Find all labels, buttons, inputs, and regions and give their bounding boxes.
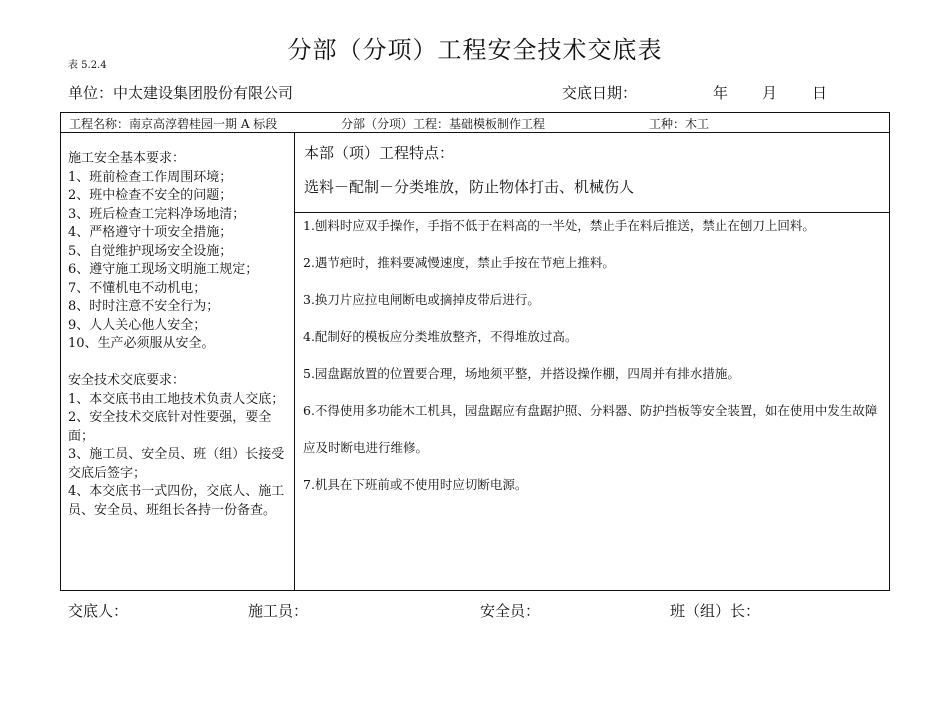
features-heading: 本部（项）工程特点： <box>304 144 455 162</box>
requirement-item: 6、遵守施工现场文明施工规定； <box>68 262 259 277</box>
date-day: 日 <box>812 84 828 102</box>
features-text: 选料－配制－分类堆放，防止物体打击、机械伤人 <box>304 178 635 196</box>
requirement-item: 5、自觉维护现场安全设施； <box>68 243 233 259</box>
table-number: 表 5.2.4 <box>68 60 107 71</box>
requirement-heading: 施工安全基本要求： <box>68 151 186 166</box>
briefing-table <box>60 112 890 591</box>
team-leader-label: 班（组）长： <box>670 602 761 620</box>
measure-item: 2.遇节疤时，推料要减慢速度，禁止手按在节疤上推料。 <box>303 255 615 270</box>
safety-officer-label: 安全员： <box>480 602 541 620</box>
discloser-label: 交底人： <box>68 602 129 620</box>
briefing-item: 2、安全技术交底针对性要强，要全面； <box>68 410 272 444</box>
date-year: 年 <box>713 84 729 102</box>
unit-label: 单位：中太建设集团股份有限公司 <box>68 84 294 102</box>
requirement-item: 10、生产必须服从安全。 <box>68 336 215 351</box>
briefing-item: 1、本交底书由工地技术负责人交底； <box>68 391 285 407</box>
document-title: 分部（分项）工程安全技术交底表 <box>287 36 663 64</box>
constructor-label: 施工员： <box>248 602 309 620</box>
project-info-row <box>61 113 889 133</box>
requirement-item: 1、班前检查工作周围环境； <box>68 169 233 185</box>
measure-item: 3.换刀片应拉电闸断电或摘掉皮带后进行。 <box>303 292 540 307</box>
sub-project: 分部（分项）工程：基础模板制作工程 <box>341 117 546 131</box>
requirement-item: 2、班中检查不安全的问题； <box>68 188 233 203</box>
date-label: 交底日期： <box>562 84 638 102</box>
requirement-item: 9、人人关心他人安全； <box>68 317 207 333</box>
briefing-requirements <box>68 372 293 520</box>
measure-item: 7.机具在下班前或不使用时应切断电源。 <box>303 477 528 492</box>
briefing-item: 3、施工员、安全员、班（组）长接受交底后签字； <box>68 447 285 481</box>
requirement-item: 4、严格遵守十项安全措施； <box>68 225 233 240</box>
safety-requirements <box>68 150 293 354</box>
briefing-item: 4、本交底书一式四份，交底人、施工员、安全员、班组长各持一份备查。 <box>68 484 285 518</box>
work-type: 工种：木工 <box>649 117 710 131</box>
date-month: 月 <box>762 84 778 102</box>
project-features-box <box>295 132 889 213</box>
project-name: 工程名称：南京高淳碧桂园一期 A 标段 <box>69 117 278 131</box>
measure-item: 4.配制好的模板应分类堆放整齐，不得堆放过高。 <box>303 329 578 344</box>
requirement-item: 3、班后检查工完料净场地清； <box>68 206 246 222</box>
briefing-heading: 安全技术交底要求： <box>68 373 186 388</box>
requirement-item: 7、不懂机电不动机电； <box>68 280 207 296</box>
measure-item: 1.刨料时应双手操作，手指不低于在料高的一半处，禁止手在料后推送，禁止在刨刀上回料。 <box>303 218 815 233</box>
measure-item: 5.园盘踞放置的位置要合理，场地须平整，并搭设操作棚，四周并有排水措施。 <box>303 366 740 381</box>
requirement-item: 8、时时注意不安全行为； <box>68 299 220 314</box>
measure-item: 6.不得使用多功能木工机具，园盘踞应有盘踞护照、分料器、防护挡板等安全装置，如在使用中发生故障应及时断电进行维修。 <box>303 403 878 455</box>
requirements-column <box>61 132 295 590</box>
